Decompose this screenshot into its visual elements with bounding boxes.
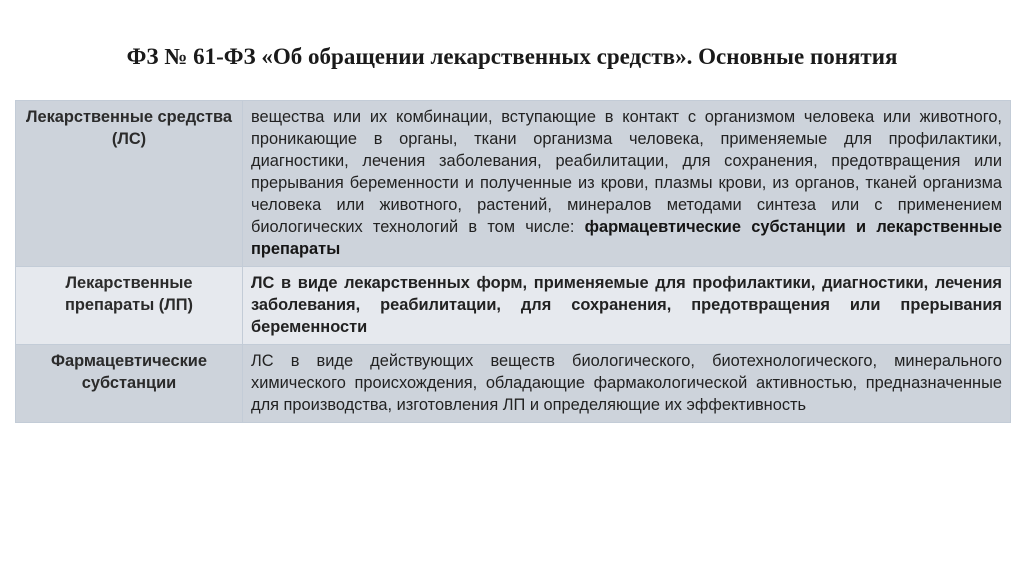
term-label: Фармацевтические субстанции [50,352,207,392]
table-row [16,267,1011,345]
term-label: Лекарственные средства (ЛС) [25,108,233,148]
term-cell [16,267,243,345]
definition-cell [243,345,1011,423]
definition-text: ЛС в виде действующих веществ биологического, биотехнологического, минерального химического происхождения, обладающие фармакологической активностью, предназначенные для производства, изготовления ЛП и определяющие их эффективность [251,352,1002,414]
term-cell [16,101,243,267]
definition-emphasis: фармацевтические субстанции и лекарственные препараты [251,218,1002,258]
definition-cell [243,101,1011,267]
definition-text: ЛС в виде лекарственных форм, применяемые для профилактики, диагностики, лечения заболевания, реабилитации, для сохранения, предотвращения или прерывания беременности [251,274,1002,336]
table-row [16,101,1011,267]
definition-text: вещества или их комбинации, вступающие в контакт с организмом человека или животного, проникающие в органы, ткани организма человека, применяемые для профилактики, диагностики, лечения заболевания, реабилитации, для сохранения, предотвращения или прерывания беременности и полученные из крови, плазмы крови, из органов, тканей организма человека или животного, растений, минералов методами синтеза или с применением биологических технологий в том числе: [251,108,1002,236]
slide-title: ФЗ № 61-ФЗ «Об обращении лекарственных средств». Основные понятия [126,44,898,69]
table-row [16,345,1011,423]
definitions-table [15,100,1011,423]
term-label: Лекарственные препараты (ЛП) [65,274,193,314]
definition-cell [243,267,1011,345]
term-cell [16,345,243,423]
